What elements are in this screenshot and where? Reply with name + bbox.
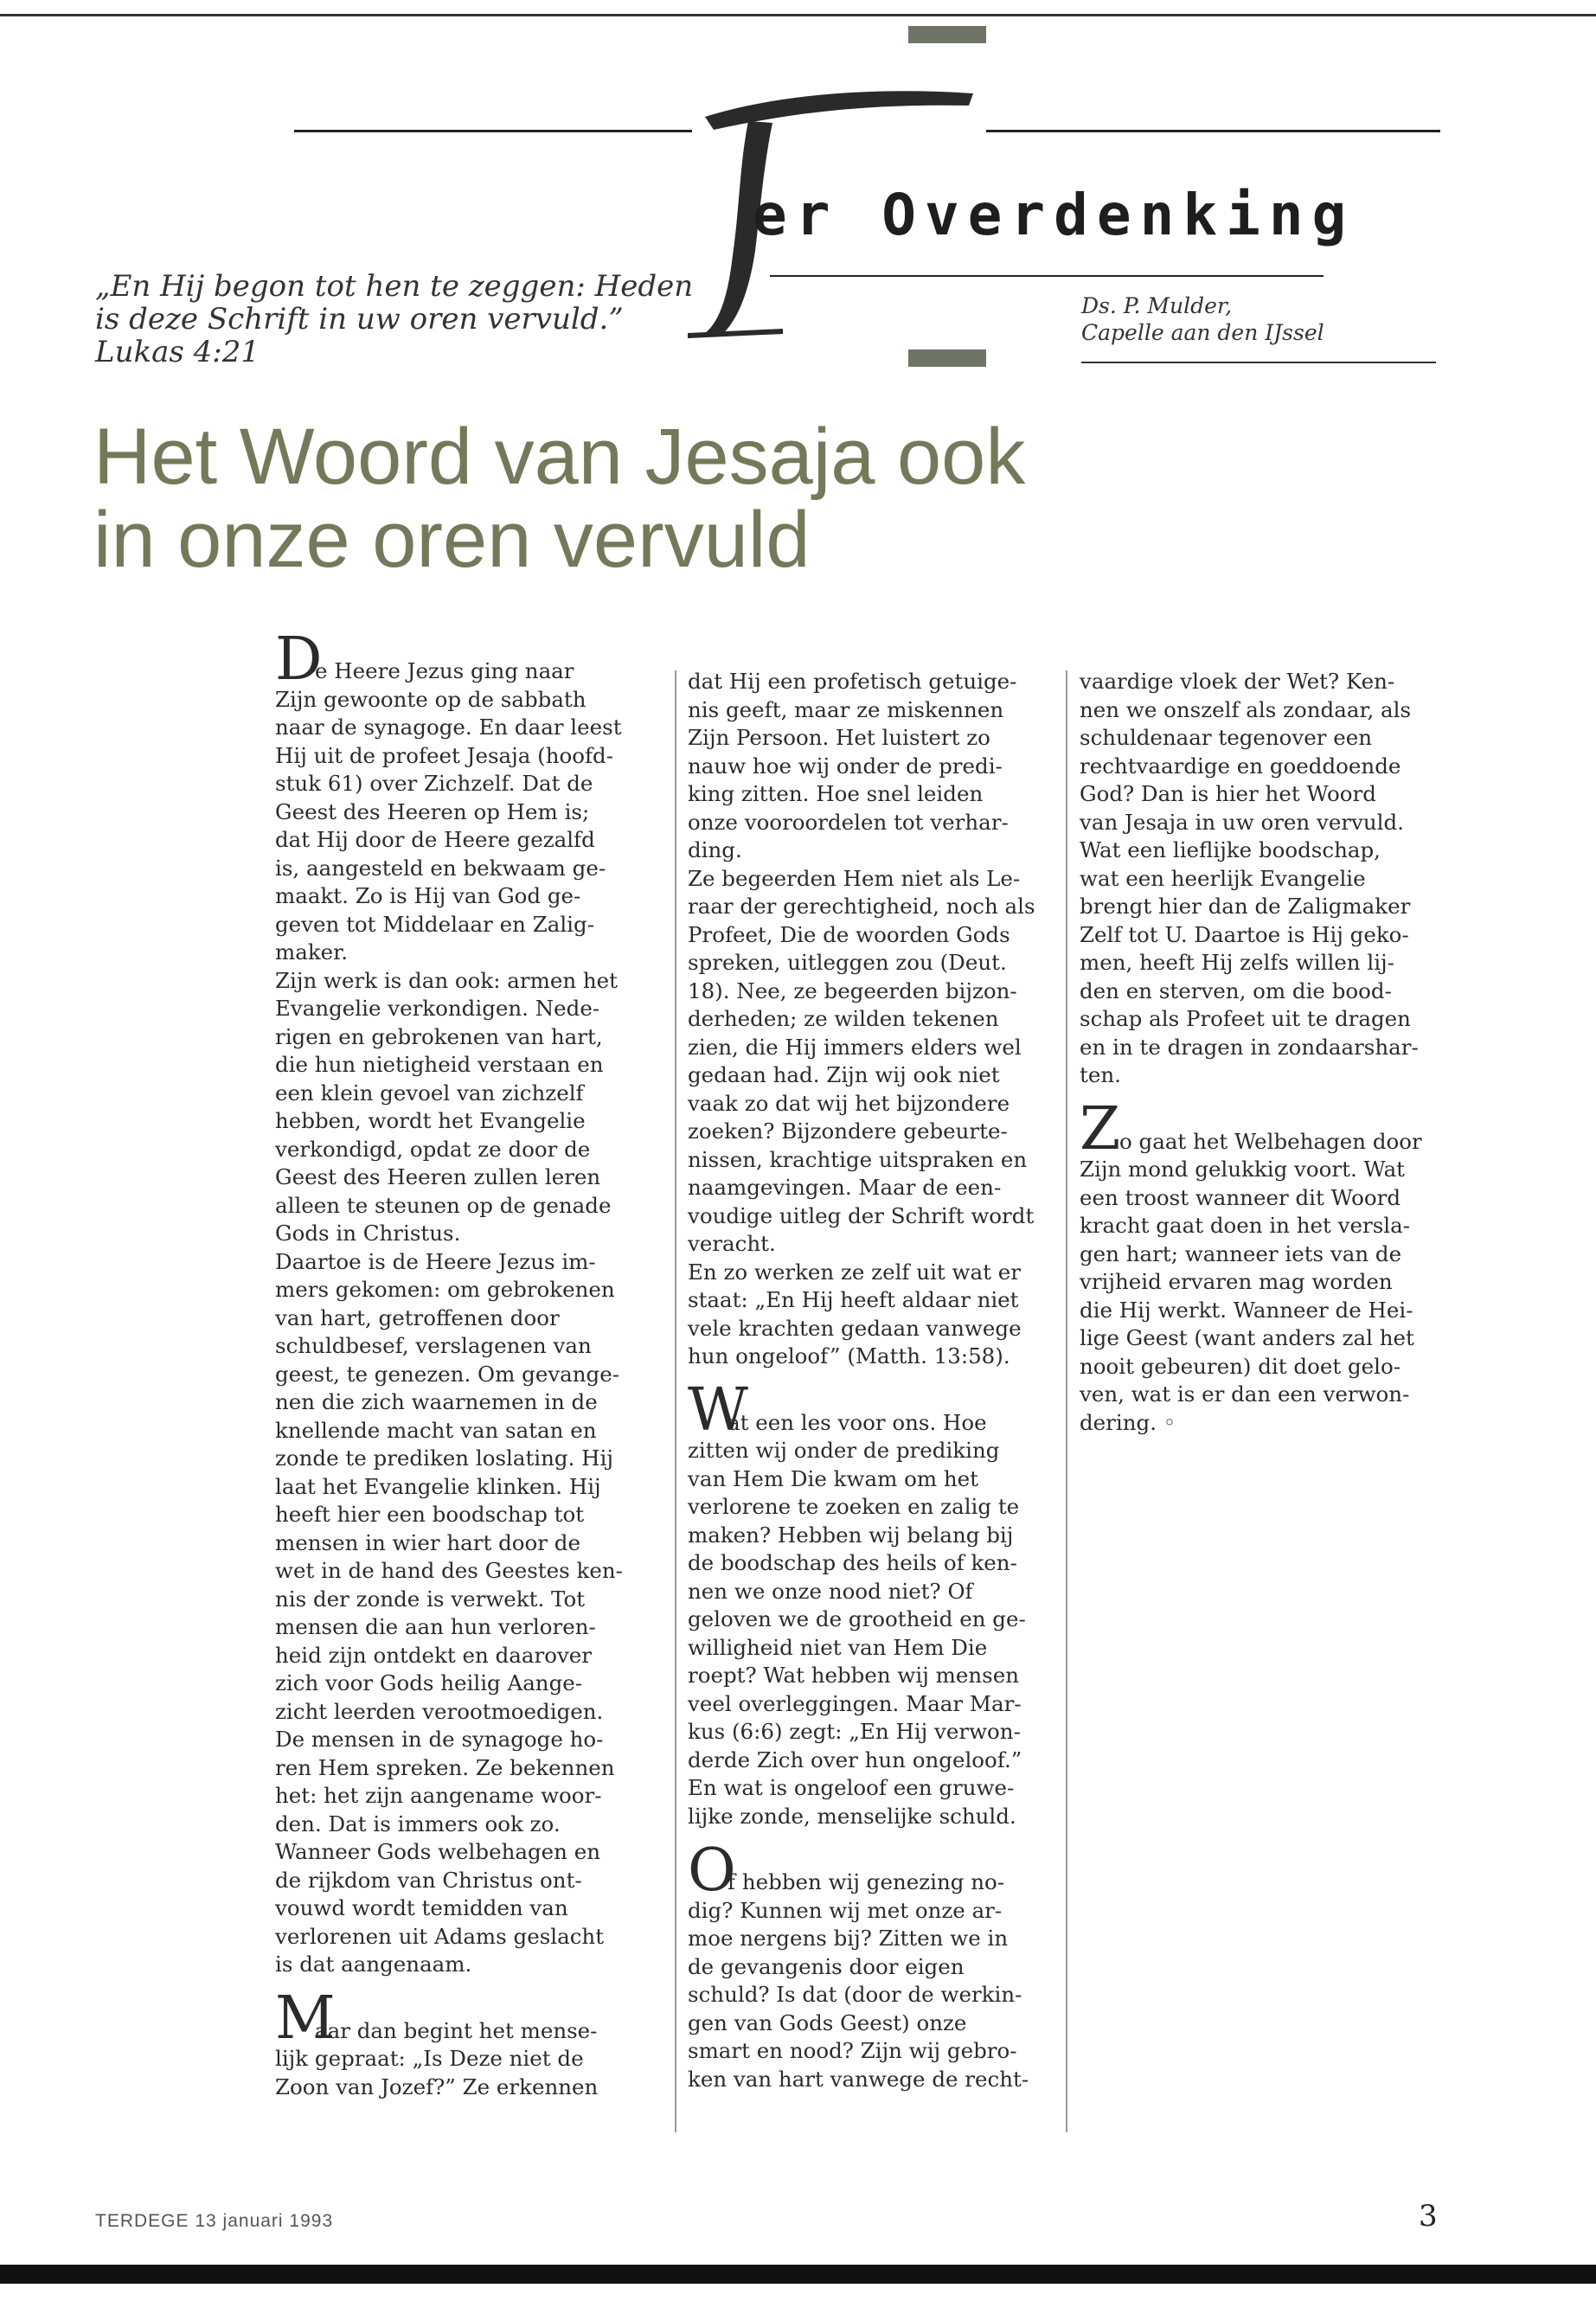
paragraph-body: Zijn gewoonte op de sabbath naar de synagoge. En daar leest Hij uit de profeet Jesaja (hoofd- stuk 61) over Zichzelf. Dat de Geest des Heeren op Hem is; dat Hij door de Heere gezalfd is, aangesteld en bekwaam ge- maakt. Zo is Hij van God ge- geven tot Middelaar en Zalig- maker. Zijn werk is dan ook: armen het Evangelie verkondigen. Nede- rigen en gebrokenen van hart, die hun nietigheid verstaan en een klein gevoel van zichzelf hebben, wordt het Evangelie verkondigd, opdat ze door de Geest des Heeren zullen leren alleen te steunen op de genade Gods in Christus. Daartoe is de Heere Jezus im- mers gekomen: om gebrokenen van hart, getroffenen door schuldbesef, verslagenen van geest, te genezen. Om gevange- nen die zich waarnemen in de knellende macht van satan en zonde te prediken loslating. Hij laat het Evangelie klinken. Hij heeft hier een boodschap tot mensen in wier hart door de wet in de hand des Geestes ken- nis der zonde is verwekt. Tot mensen die aan hun verloren- heid zijn ontdekt en daarover zich voor Gods heilig Aange- zicht leerden verootmoedigen. De mensen in de synagoge ho- ren Hem spreken. Ze bekennen het: het zijn aangename woor- den. Dat is immers ook zo. Wanneer Gods welbehagen en de rijkdom van Christus ont- vouwd wordt temidden van verlorenen uit Adams geslacht is dat aangenaam.: [275, 686, 623, 1977]
section-title-text: er Overdenking: [753, 182, 1356, 248]
headline-line: Het Woord van Jesaja ook: [93, 413, 1026, 501]
section-title: [753, 182, 1356, 248]
drop-cap: Z: [1080, 1095, 1121, 1163]
author-byline: [1081, 292, 1341, 346]
author-rule: [1081, 362, 1436, 363]
header-rule-right: [986, 130, 1440, 132]
bible-quote: [95, 269, 694, 369]
article-column-3: [1080, 668, 1452, 1437]
paragraph-body: dat Hij een profetisch getuige- nis geeft, maar ze miskennen Zijn Persoon. Het luistert zo nauw hoe wij onder de predi- king zitten. Hoe snel leiden onze vooroordelen tot verhar- ding. Ze begeerden Hem niet als Le- raar der gerechtigheid, noch als Profeet, Die de woorden Gods spreken, uitleggen zou (Deut. 18). Nee, ze begeerden bijzon- derheden; ze wilden tekenen zien, die Hij immers elders wel gedaan had. Zijn wij ook niet vaak zo dat wij het bijzondere zoeken? Bijzondere gebeurte- nissen, krachtige uitspraken en naamgevingen. Maar de een- voudige uitleg der Schrift wordt veracht. En zo werken ze zelf uit wat er staat: „En Hij heeft aldaar niet vele krachten gedaan vanwege hun ongeloof” (Matth. 13:58).: [688, 669, 1035, 1368]
article-headline: [93, 413, 1304, 584]
paragraph-first-line: Z o gaat het Welbehagen door: [1080, 1095, 1422, 1163]
author-name: Ds. P. Mulder,: [1081, 293, 1233, 318]
accent-block-top: [908, 26, 986, 43]
drop-cap: O: [688, 1836, 736, 1905]
paragraph-body: lijk gepraat: „Is Deze niet de Zoon van Jozef?” Ze erkennen: [275, 2046, 599, 2099]
paragraph-first-line: D e Heere Jezus ging naar: [275, 625, 574, 694]
drop-cap: M: [275, 1984, 336, 2053]
drop-cap: D: [275, 625, 323, 694]
author-location: Capelle aan den IJssel: [1081, 320, 1324, 345]
publication-footer: TERDEGE 13 januari 1993: [95, 2211, 334, 2231]
article-column-2: [688, 668, 1060, 2093]
column-divider: [1066, 670, 1067, 2132]
header-rule-left: [294, 130, 692, 132]
paragraph-body: vaardige vloek der Wet? Ken- nen we onszelf als zondaar, als schuldenaar tegenover een rechtvaardige en goeddoende God? Dan is hier het Woord van Jesaja in uw oren vervuld. Wat een lieflijke boodschap, wat een heerlijk Evangelie brengt hier dan de Zaligmaker Zelf tot U. Daartoe is Hij geko- men, heeft Hij zelfs willen lij- den en sterven, om die bood- schap als Profeet uit te dragen en in te dragen in zondaarshar- ten.: [1080, 669, 1419, 1087]
quote-line: is deze Schrift in uw oren vervuld.”: [95, 302, 624, 336]
quote-line: „En Hij begon tot hen te zeggen: Heden: [95, 269, 694, 304]
drop-cap: W: [688, 1376, 748, 1445]
paragraph-body: Zijn mond gelukkig voort. Wat een troost wanneer dit Woord kracht gaat doen in het versla- gen hart; wanneer iets van de vrijheid ervaren mag worden die Hij werkt. Wanneer de Hei- lige Geest (want anders zal het nooit gebeuren) dit doet gelo- ven, wat is er dan een verwon- dering. ◦: [1080, 1157, 1414, 1435]
article-column-1: [275, 625, 660, 2101]
paragraph-first-line: M aar dan begint het mense-: [275, 1984, 598, 2053]
top-rule: [0, 14, 1596, 16]
paragraph-first-line: O f hebben wij genezing no-: [688, 1836, 1005, 1905]
column-divider: [675, 670, 676, 2132]
paragraph-first-line: W at een les voor ons. Hoe: [688, 1376, 987, 1445]
headline-line: in onze oren vervuld: [93, 496, 811, 584]
quote-reference: Lukas 4:21: [95, 335, 260, 369]
paragraph-body: dig? Kunnen wij met onze ar- moe nergens bij? Zitten we in de gevangenis door eigen schuld? Is dat (door de werkin- gen van Gods Geest) onze smart en nood? Zijn wij gebro- ken van hart vanwege de recht-: [688, 1897, 1029, 2092]
page-number: 3: [1419, 2199, 1438, 2234]
paragraph-body: zitten wij onder de prediking van Hem Die kwam om het verlorene te zoeken en zalig te maken? Hebben wij belang bij de boodschap des heils of ken- nen we onze nood niet? Of geloven we de grootheid en ge- willigheid niet van Hem Die roept? Wat hebben wij mensen veel overleggingen. Maar Mar- kus (6:6) zegt: „En Hij verwon- derde Zich over hun ongeloof.” En wat is ongeloof een gruwe- lijke zonde, menselijke schuld.: [688, 1438, 1026, 1829]
bottom-bar: [0, 2265, 1596, 2284]
